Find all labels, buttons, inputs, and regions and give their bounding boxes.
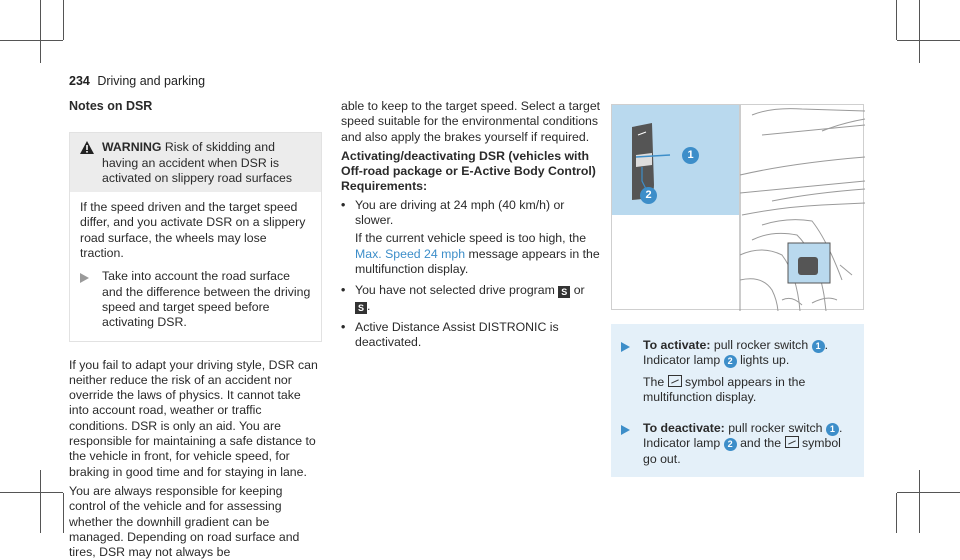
warning-title xyxy=(102,140,311,186)
page-number: 234 xyxy=(69,74,90,88)
crop-mark xyxy=(897,40,960,41)
warning-text: If the speed driven and the target speed differ, and you activate DSR on a slippery road surface, the wheels may lose traction. xyxy=(80,200,306,261)
warning-body xyxy=(70,192,321,340)
callout-2: 2 xyxy=(640,187,657,204)
crop-mark xyxy=(40,0,41,63)
step-text: and the xyxy=(740,436,782,451)
crop-mark xyxy=(63,493,64,533)
list-item xyxy=(341,320,601,354)
step-text: . xyxy=(824,338,829,352)
crop-mark xyxy=(897,492,960,493)
requirement-text: . xyxy=(367,298,371,313)
warning-action-text: Take into account the road surface and the difference between the driving speed and target speed before activating DSR. xyxy=(102,269,311,330)
requirements-label: Requirements: xyxy=(341,179,428,194)
warning-header xyxy=(70,133,321,192)
step-text: symbol appears in the multifunction display. xyxy=(643,374,806,404)
step-arrow-icon xyxy=(621,421,643,467)
deactivate-instruction xyxy=(643,421,854,467)
requirement-text: or xyxy=(573,283,585,298)
step-text: symbol go out. xyxy=(643,436,841,466)
crop-mark xyxy=(919,0,920,63)
column-procedure xyxy=(611,104,864,477)
section-title: Driving and parking xyxy=(97,74,206,88)
requirement-speed: You are driving at 24 mph (40 km/h) or slower. xyxy=(355,197,565,228)
page-header xyxy=(69,74,205,88)
crop-mark xyxy=(40,470,41,533)
step-text: Indicator lamp xyxy=(643,436,721,451)
warning-label: WARNING xyxy=(102,140,162,155)
requirements-list xyxy=(341,198,601,354)
action-arrow-icon xyxy=(80,269,102,330)
crop-mark xyxy=(0,492,63,493)
warning-triangle-icon xyxy=(80,140,102,186)
step-text: lights up. xyxy=(740,353,790,368)
crop-mark xyxy=(896,493,897,533)
column-notes xyxy=(69,99,322,560)
console-illustration xyxy=(611,104,864,310)
column-activation xyxy=(341,99,601,353)
activate-label: To activate: xyxy=(643,338,711,352)
activation-heading: Activating/deactivating DSR (vehicles with Off-road package or E-Active Body Control) xyxy=(341,148,596,179)
step-text: pull rocker switch xyxy=(713,338,809,352)
notes-paragraph-2: You are always responsible for keeping control of the vehicle and for assessing whether the downhill gradient can be managed. Depending on road surface and tires, DSR may not always be xyxy=(69,483,300,560)
step-text: Indicator lamp xyxy=(643,353,721,368)
dsr-symbol-icon xyxy=(785,436,799,448)
bullet-icon: • xyxy=(341,197,346,212)
step-activate xyxy=(621,338,854,411)
crop-mark xyxy=(919,470,920,533)
note-text: message appears in the multifunction display. xyxy=(355,246,600,276)
dsr-symbol-icon xyxy=(668,375,682,387)
callout-1: 1 xyxy=(682,147,699,164)
drive-program-s-plus-icon: S xyxy=(355,302,367,314)
ref-callout-2: 2 xyxy=(724,438,737,451)
step-text: . xyxy=(838,421,843,436)
notes-paragraph-1: If you fail to adapt your driving style, DSR can neither reduce the risk of an accident nor override the laws of physics. It cannot take into account road, weather or traffic conditions. DSR is only an aid. You are responsible for maintaining a safe distance to the vehicle in front, for vehicle speed, for braking in good time and for staying in lane. xyxy=(69,357,318,479)
requirement-distronic: Active Distance Assist DISTRONIC is deactivated. xyxy=(355,319,559,350)
bullet-icon: • xyxy=(341,319,346,334)
notes-heading: Notes on DSR xyxy=(69,99,153,113)
drive-program-s-icon: S xyxy=(558,286,570,298)
crop-mark xyxy=(63,0,64,40)
step-text: pull rocker switch xyxy=(728,421,823,436)
bullet-icon: • xyxy=(341,283,346,298)
crop-mark xyxy=(896,0,897,40)
display-message: Max. Speed 24 mph xyxy=(355,246,466,261)
ref-callout-1: 1 xyxy=(826,423,839,436)
step-deactivate xyxy=(621,421,854,467)
ref-callout-2: 2 xyxy=(724,355,737,368)
requirement-speed-note xyxy=(355,231,601,277)
warning-action xyxy=(80,269,311,330)
note-text: If the current vehicle speed is too high, the xyxy=(355,231,587,246)
list-item xyxy=(341,283,601,317)
requirement-drive-program xyxy=(355,283,585,314)
deactivate-label: To deactivate: xyxy=(643,421,725,436)
warning-box xyxy=(69,132,322,341)
requirement-text: You have not selected drive program xyxy=(355,283,555,298)
list-item xyxy=(341,198,601,280)
continued-paragraph: able to keep to the target speed. Select a target speed suitable for the environmental conditions and also apply the brakes yourself if required. xyxy=(341,99,601,144)
step-text: The xyxy=(643,374,665,389)
procedure-box xyxy=(611,324,864,477)
activate-symbol-note xyxy=(643,375,854,406)
crop-mark xyxy=(0,40,63,41)
ref-callout-1: 1 xyxy=(812,340,825,353)
warning-title-text: Risk of skidding and having an accident when DSR is activated on slippery road surfaces xyxy=(102,140,293,185)
activate-instruction xyxy=(643,338,854,369)
step-arrow-icon xyxy=(621,338,643,411)
